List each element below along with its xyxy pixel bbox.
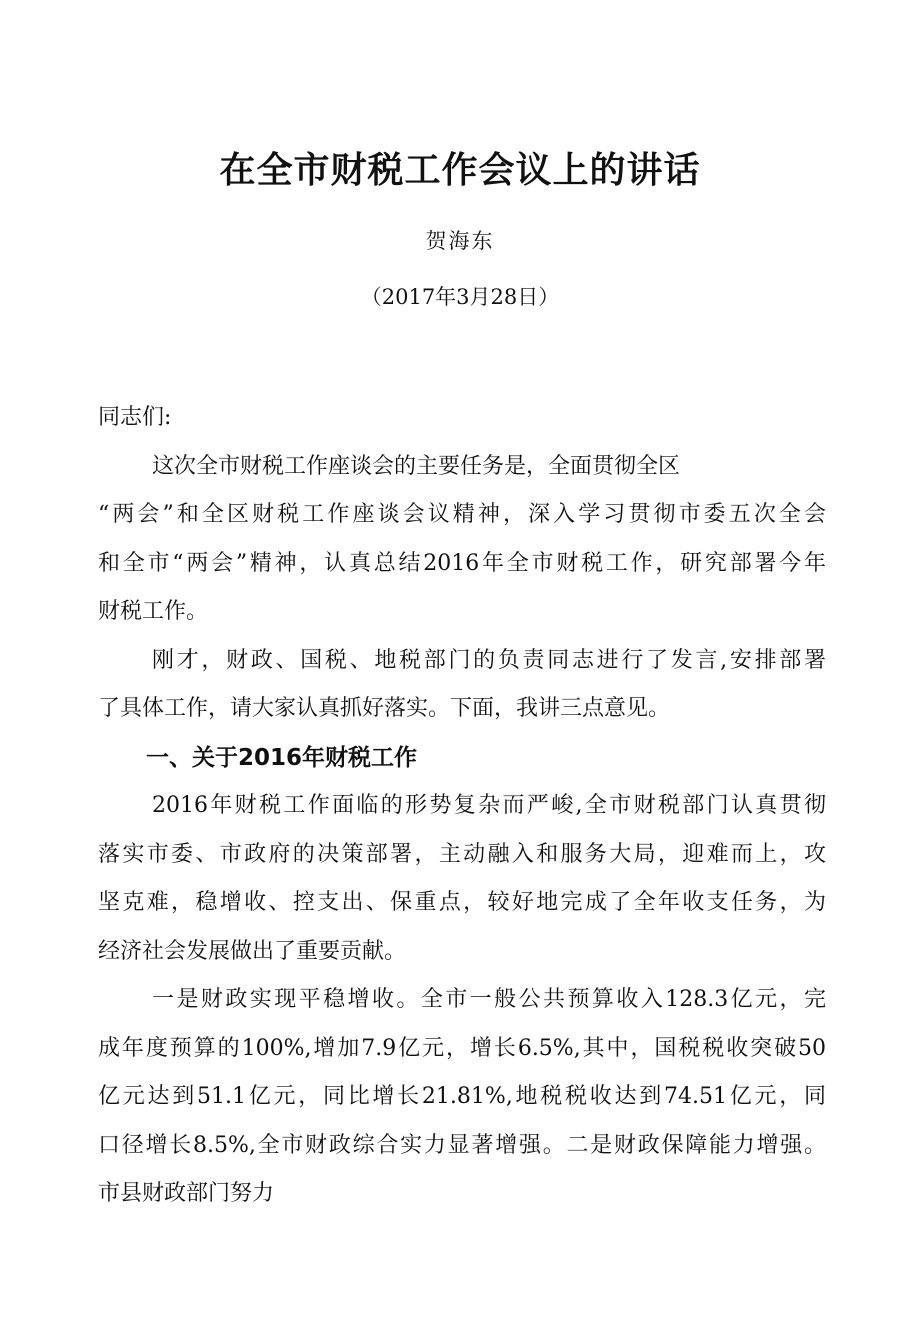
paragraph-4-line-2: 成年度预算的100%,增加7.9亿元，增长6.5%,其中，国税税收突破50 [98, 1035, 826, 1061]
document-author: 贺海东 [425, 229, 495, 253]
paragraph-3-line-2: 落实市委、市政府的决策部署，主动融入和服务大局，迎难而上，攻 [98, 841, 826, 867]
document-date: （2017年3月28日） [360, 285, 560, 309]
paragraph-1-line-3: 和全市“两会”精神，认真总结2016年全市财税工作，研究部署今年 [98, 550, 826, 576]
paragraph-3-line-1: 2016年财税工作面临的形势复杂而严峻,全市财税部门认真贯彻 [152, 793, 826, 818]
document-body [98, 394, 826, 1219]
paragraph-3-line-3: 坚克难，稳增收、控支出、保重点，较好地完成了全年收支任务，为 [98, 890, 826, 915]
section-heading-1: 一、关于2016年财税工作 [146, 744, 418, 771]
paragraph-1-line-4: 财税工作。 [98, 599, 209, 624]
paragraph-2-line-2: 了具体工作，请大家认真抓好落实。下面，我讲三点意见。 [98, 696, 671, 721]
paragraph-4-line-1: 一是财政实现平稳增收。全市一般公共预算收入128.3亿元，完 [152, 987, 826, 1012]
paragraph-4-line-4: 口径增长8.5%,全市财政综合实力显著增强。二是财政保障能力增强。 [98, 1132, 826, 1158]
paragraph-4-line-3: 亿元达到51.1亿元，同比增长21.81%,地税税收达到74.51亿元，同 [98, 1084, 826, 1109]
paragraph-2-line-1: 刚才，财政、国税、地税部门的负责同志进行了发言,安排部署 [152, 647, 826, 673]
document-title: 在全市财税工作会议上的讲话 [219, 150, 701, 191]
paragraph-1-line-2: “两会”和全区财税工作座谈会议精神，深入学习贯彻市委五次全会 [98, 502, 826, 527]
salutation: 同志们: [98, 405, 172, 430]
paragraph-3-line-4: 经济社会发展做出了重要贡献。 [98, 938, 407, 964]
paragraph-1-line-1: 这次全市财税工作座谈会的主要任务是，全面贯彻全区 [152, 453, 681, 479]
paragraph-4-line-5: 市县财政部门努力 [98, 1181, 275, 1206]
